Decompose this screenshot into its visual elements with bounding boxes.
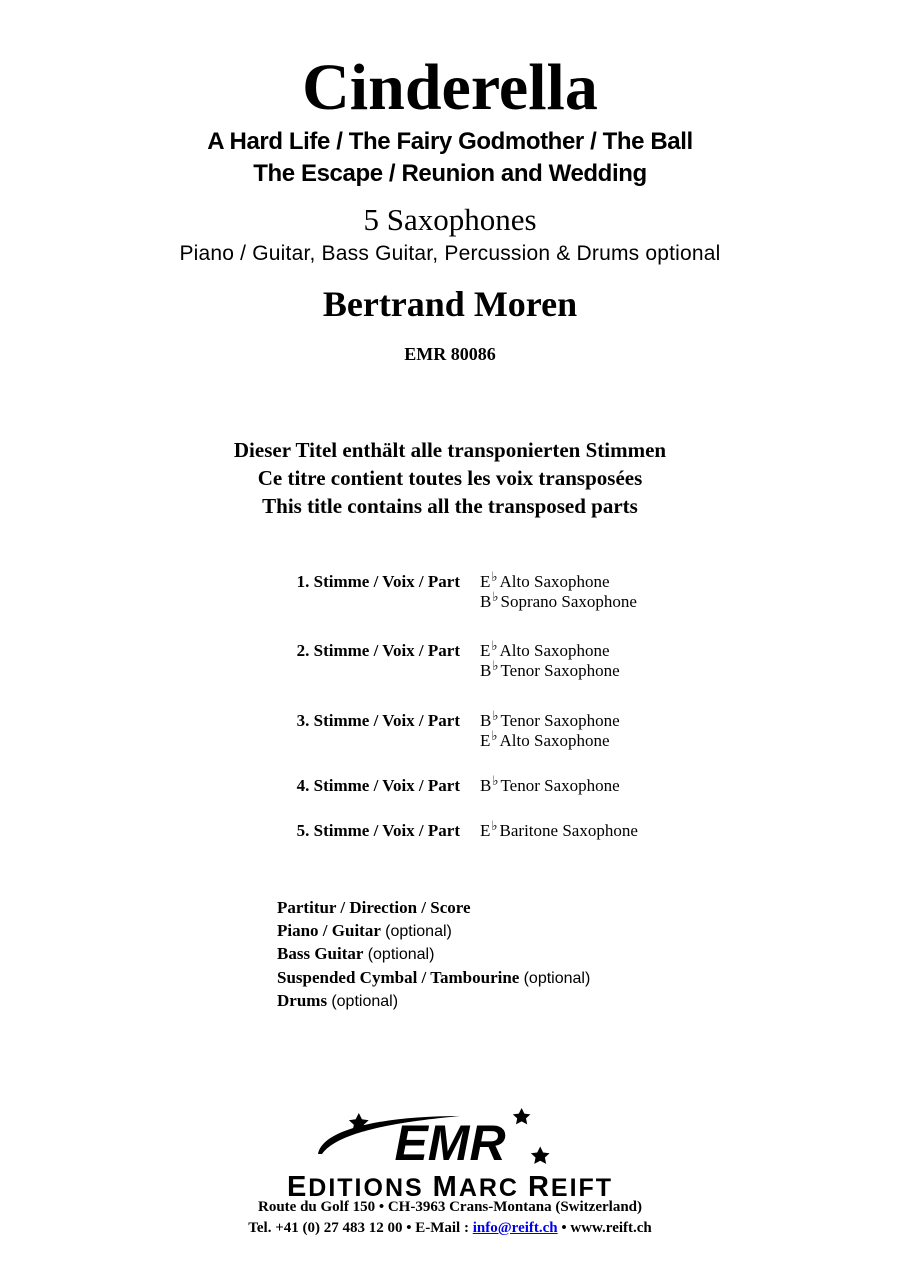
optional-note: (optional) <box>523 969 591 987</box>
part-instruments <box>480 773 620 796</box>
part-label: 4. Stimme / Voix / Part <box>296 776 460 795</box>
instrument-name: Tenor Saxophone <box>500 711 620 730</box>
additional-parts-list <box>277 897 590 1014</box>
instrument-key: B <box>480 776 492 795</box>
additional-part-name: Piano / Guitar <box>277 920 381 940</box>
part-label: 2. Stimme / Voix / Part <box>296 641 460 660</box>
part-label: 1. Stimme / Voix / Part <box>296 572 460 591</box>
instrument-name: Tenor Saxophone <box>500 776 620 795</box>
additional-part <box>277 897 590 920</box>
publisher-word-editions: DITIONS <box>308 1174 424 1202</box>
flat-icon: ♭ <box>491 569 498 584</box>
instrument-line <box>480 818 638 841</box>
instrumentation: 5 Saxophones <box>363 202 537 237</box>
part-instruments <box>480 569 637 612</box>
instrument-key: E <box>480 731 491 750</box>
additional-part-name: Partitur / Direction / Score <box>277 898 471 917</box>
part-instruments <box>480 818 638 841</box>
publisher-initial-e: E <box>286 1171 309 1203</box>
publisher-word-marc: ARC <box>458 1174 519 1202</box>
instrument-line <box>480 728 620 751</box>
flat-icon: ♭ <box>492 658 499 673</box>
additional-part-name: Bass Guitar <box>277 944 364 963</box>
movement-list-line-1: A Hard Life / The Fairy Godmother / The Ball <box>207 128 693 155</box>
part-instruments <box>480 638 620 681</box>
notice-english: This title contains all the transposed parts <box>262 494 638 518</box>
instrument-line <box>480 658 620 681</box>
instrument-key: B <box>480 661 492 680</box>
additional-part-name: Drums <box>277 991 328 1010</box>
logo-lettering: EMR <box>394 1115 506 1170</box>
instrument-key: B <box>480 592 492 611</box>
additional-part <box>277 943 590 967</box>
optional-note: (optional) <box>367 946 435 963</box>
part-instruments <box>480 708 620 751</box>
publisher-initial-m: M <box>432 1171 459 1203</box>
instrument-key: E <box>480 641 491 660</box>
additional-part-name: Suspended Cymbal / Tambourine <box>277 967 520 987</box>
instrument-line <box>480 708 620 731</box>
instrument-name: Alto Saxophone <box>499 641 610 660</box>
instrument-line <box>480 638 620 661</box>
optional-instruments: Piano / Guitar, Bass Guitar, Percussion & Drums optional <box>179 242 721 265</box>
catalog-number: EMR 80086 <box>404 344 496 364</box>
additional-part <box>277 990 590 1014</box>
email-link[interactable]: info@reift.ch <box>472 1220 558 1236</box>
optional-note: (optional) <box>331 993 399 1010</box>
instrument-name: Alto Saxophone <box>499 731 610 750</box>
instrument-name: Tenor Saxophone <box>500 661 620 680</box>
additional-part <box>277 967 590 991</box>
work-title: Cinderella <box>302 51 598 124</box>
publisher-contact <box>0 1218 900 1238</box>
flat-icon: ♭ <box>491 638 498 653</box>
flat-icon: ♭ <box>492 708 499 723</box>
composer-name: Bertrand Moren <box>322 284 578 324</box>
flat-icon: ♭ <box>491 818 498 833</box>
movement-list-line-2: The Escape / Reunion and Wedding <box>253 160 647 187</box>
emr-logo-icon <box>300 1108 600 1170</box>
contact-phone: Tel. +41 (0) 27 483 12 00 • E-Mail : <box>248 1220 469 1236</box>
instrument-key: E <box>480 821 491 840</box>
flat-icon: ♭ <box>492 773 499 788</box>
publisher-word-reift: EIFT <box>550 1174 614 1202</box>
publisher-initial-r: R <box>527 1171 551 1203</box>
flat-icon: ♭ <box>491 728 498 743</box>
part-label: 5. Stimme / Voix / Part <box>296 821 460 840</box>
instrument-name: Baritone Saxophone <box>499 821 638 840</box>
instrument-key: E <box>480 572 491 591</box>
additional-part <box>277 920 590 944</box>
notice-german: Dieser Titel enthält alle transponierten Stimmen <box>233 438 667 462</box>
instrument-line <box>480 773 620 796</box>
optional-note: (optional) <box>385 922 452 940</box>
instrument-line <box>480 589 637 612</box>
flat-icon: ♭ <box>492 589 499 604</box>
notice-french: Ce titre contient toutes les voix transposées <box>257 466 643 490</box>
instrument-line <box>480 569 637 592</box>
website-text: • www.reift.ch <box>561 1220 652 1236</box>
instrument-key: B <box>480 711 492 730</box>
part-label: 3. Stimme / Voix / Part <box>296 711 460 730</box>
publisher-address: Route du Golf 150 • CH-3963 Crans-Montana (Switzerland) <box>258 1199 642 1215</box>
instrument-name: Soprano Saxophone <box>500 592 637 611</box>
instrument-name: Alto Saxophone <box>499 572 610 591</box>
